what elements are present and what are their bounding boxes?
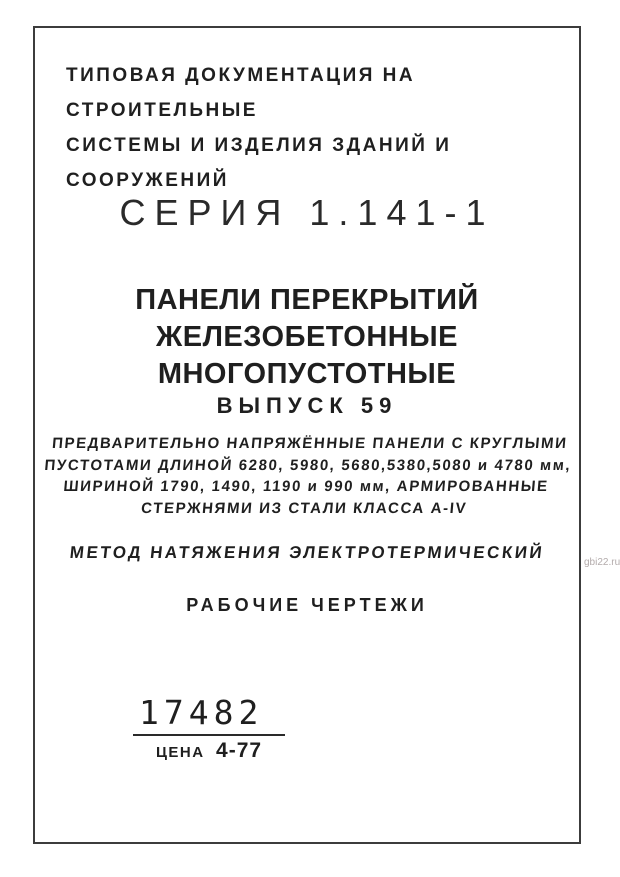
main-title: [33, 282, 581, 393]
price-row: [133, 736, 285, 763]
main-title-line-2: МНОГОПУСТОТНЫЕ: [157, 358, 457, 390]
header-line-2: СИСТЕМЫ И ИЗДЕЛИЯ ЗДАНИЙ И СООРУЖЕНИЙ: [66, 135, 452, 191]
price-label: ЦЕНА: [155, 744, 205, 761]
description-line-2: ПУСТОТАМИ ДЛИНОЙ 6280, 5980, 5680,5380,5080 и 4780 мм,: [43, 456, 573, 474]
header-block: [66, 58, 552, 198]
stamp-number: 17482: [133, 693, 285, 736]
series-title: СЕРИЯ 1.141-1: [119, 192, 495, 233]
description-line-3: ШИРИНОЙ 1790, 1490, 1190 и 990 мм, АРМИРОВАННЫЕ: [62, 478, 550, 495]
price-stamp: [133, 693, 285, 763]
description-line-4: СТЕРЖНЯМИ ИЗ СТАЛИ КЛАССА А-IV: [140, 499, 468, 517]
price-value: 4-77: [216, 739, 263, 762]
main-title-line-1: ПАНЕЛИ ПЕРЕКРЫТИЙ ЖЕЛЕЗОБЕТОННЫЕ: [135, 284, 479, 353]
watermark: gbi22.ru: [584, 557, 620, 568]
doc-type-line: РАБОЧИЕ ЧЕРТЕЖИ: [186, 595, 428, 615]
header-line-1: ТИПОВАЯ ДОКУМЕНТАЦИЯ НА СТРОИТЕЛЬНЫЕ: [66, 65, 416, 121]
method-line: МЕТОД НАТЯЖЕНИЯ ЭЛЕКТРОТЕРМИЧЕСКИЙ: [68, 543, 546, 562]
issue-label: ВЫПУСК 59: [216, 393, 398, 418]
description-block: [29, 433, 585, 519]
description-line-1: ПРЕДВАРИТЕЛЬНО НАПРЯЖЁННЫЕ ПАНЕЛИ С КРУГЛЫМИ: [51, 435, 569, 452]
